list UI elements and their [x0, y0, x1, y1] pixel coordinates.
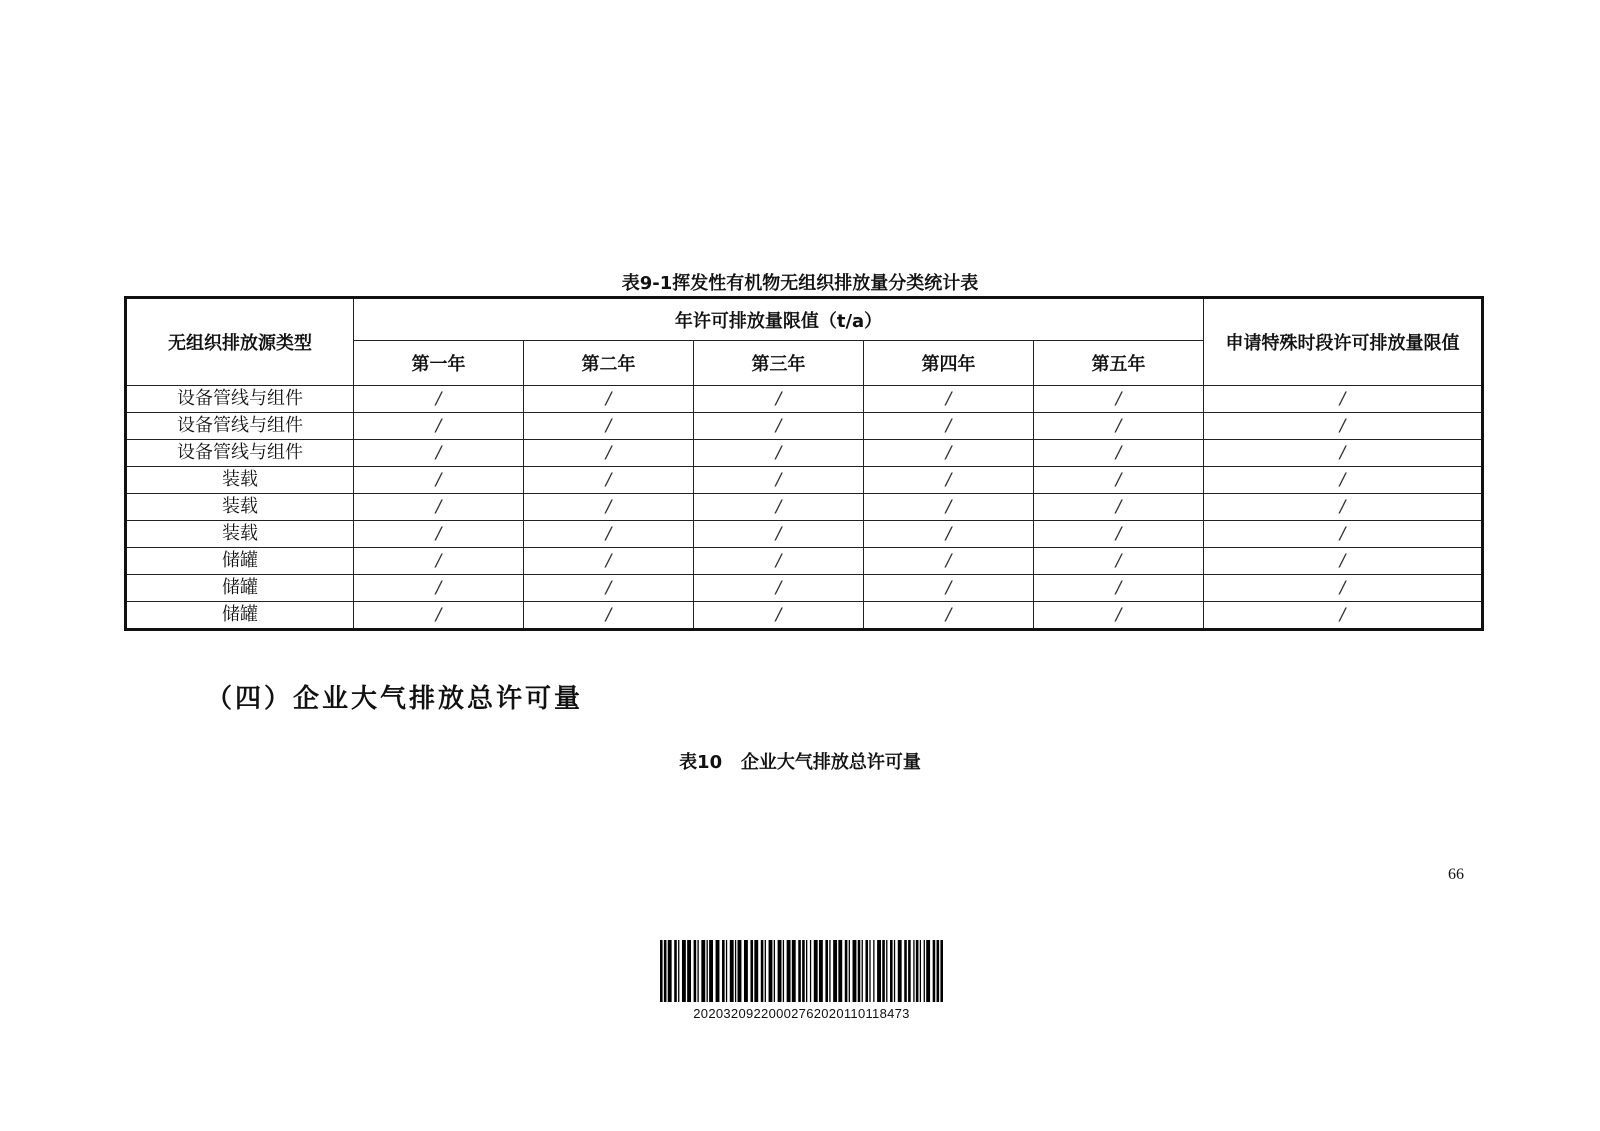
- special-period-cell: /: [1204, 494, 1483, 521]
- year-value-cell: /: [864, 494, 1034, 521]
- year-value-cell: /: [354, 602, 524, 630]
- year-value-cell: /: [524, 467, 694, 494]
- barcode-bar: [769, 940, 773, 1002]
- barcode-bar: [806, 940, 807, 1002]
- year-value-cell: /: [1034, 386, 1204, 413]
- year-value-cell: /: [864, 575, 1034, 602]
- barcode-bar: [869, 940, 870, 1002]
- page-number: 66: [1448, 866, 1464, 883]
- table-9-1-caption: 表9-1挥发性有机物无组织排放量分类统计表: [621, 273, 979, 294]
- year-value-cell: /: [694, 521, 864, 548]
- special-period-cell: /: [1204, 440, 1483, 467]
- barcode-bar: [798, 940, 801, 1002]
- year-value-cell: /: [864, 548, 1034, 575]
- year-value-cell: /: [694, 413, 864, 440]
- year-value-cell: /: [864, 602, 1034, 630]
- barcode-bar: [862, 940, 863, 1002]
- year-value-cell: /: [354, 440, 524, 467]
- barcode-bar: [722, 940, 725, 1002]
- barcode-bar: [838, 940, 842, 1002]
- barcode-bar: [726, 940, 727, 1002]
- barcode-bar: [849, 940, 850, 1002]
- section-heading: （四）企业大气排放总许可量: [206, 684, 584, 714]
- table-row: [126, 440, 1483, 467]
- barcode-bar: [787, 940, 791, 1002]
- table-row: [126, 467, 1483, 494]
- barcode-bar: [810, 940, 811, 1002]
- barcode-bar: [886, 940, 887, 1002]
- special-period-cell: /: [1204, 467, 1483, 494]
- barcode-bar: [819, 940, 823, 1002]
- source-type-cell: 设备管线与组件: [126, 440, 354, 467]
- table-10-caption: 表10 企业大气排放总许可量: [679, 752, 921, 773]
- header-annual-limit: 年许可排放量限值（t/a）: [354, 298, 1204, 341]
- source-type-cell: 装载: [126, 494, 354, 521]
- year-value-cell: /: [864, 440, 1034, 467]
- year-value-cell: /: [354, 413, 524, 440]
- table-row: [126, 413, 1483, 440]
- year-value-cell: /: [524, 602, 694, 630]
- barcode-bar: [682, 940, 686, 1002]
- year-value-cell: /: [354, 467, 524, 494]
- barcode-number: 20203209220002762020110118473: [693, 1006, 910, 1021]
- year-value-cell: /: [694, 467, 864, 494]
- source-type-cell: 设备管线与组件: [126, 413, 354, 440]
- barcode-bar: [697, 940, 698, 1002]
- special-period-cell: /: [1204, 413, 1483, 440]
- year-value-cell: /: [694, 575, 864, 602]
- special-period-cell: /: [1204, 602, 1483, 630]
- table-row: [126, 494, 1483, 521]
- barcode-bar: [845, 940, 848, 1002]
- barcode-bar: [778, 940, 782, 1002]
- year-value-cell: /: [524, 440, 694, 467]
- barcode-bar: [882, 940, 885, 1002]
- year-value-cell: /: [354, 521, 524, 548]
- barcode-bar: [940, 940, 943, 1002]
- source-type-cell: 装载: [126, 521, 354, 548]
- year-value-cell: /: [864, 521, 1034, 548]
- barcode-bar: [792, 940, 796, 1002]
- year-value-cell: /: [1034, 413, 1204, 440]
- barcode-bar: [730, 940, 734, 1002]
- barcode-bar: [660, 940, 663, 1002]
- source-type-cell: 储罐: [126, 575, 354, 602]
- year-value-cell: /: [524, 413, 694, 440]
- barcode-bar: [920, 940, 921, 1002]
- year-value-cell: /: [694, 602, 864, 630]
- barcode-bar: [825, 940, 828, 1002]
- table-row: [126, 386, 1483, 413]
- barcode-bar: [750, 940, 753, 1002]
- barcode-bar: [765, 940, 766, 1002]
- barcode-bar: [678, 940, 679, 1002]
- year-value-cell: /: [524, 548, 694, 575]
- year-value-cell: /: [1034, 440, 1204, 467]
- barcode-bar: [833, 940, 837, 1002]
- barcode-bar: [674, 940, 677, 1002]
- source-type-cell: 装载: [126, 467, 354, 494]
- year-value-cell: /: [1034, 494, 1204, 521]
- barcode-bar: [716, 940, 720, 1002]
- source-type-cell: 储罐: [126, 548, 354, 575]
- header-source-type: 无组织排放源类型: [126, 298, 354, 386]
- year-value-cell: /: [864, 386, 1034, 413]
- header-year-4: 第四年: [864, 341, 1034, 386]
- year-value-cell: /: [354, 575, 524, 602]
- year-value-cell: /: [1034, 521, 1204, 548]
- barcode-bar: [933, 940, 936, 1002]
- year-value-cell: /: [1034, 602, 1204, 630]
- table-row: [126, 602, 1483, 630]
- year-value-cell: /: [524, 521, 694, 548]
- header-year-2: 第二年: [524, 341, 694, 386]
- header-year-5: 第五年: [1034, 341, 1204, 386]
- table-body: [126, 386, 1483, 630]
- barcode-bar: [894, 940, 895, 1002]
- header-year-1: 第一年: [354, 341, 524, 386]
- barcode-bar: [694, 940, 697, 1002]
- header-special-period: 申请特殊时段许可排放量限值: [1204, 298, 1483, 386]
- barcode-bar: [802, 940, 805, 1002]
- vocs-fugitive-emission-table: [124, 296, 1484, 631]
- barcode-bar: [744, 940, 748, 1002]
- year-value-cell: /: [524, 386, 694, 413]
- barcode-bar: [916, 940, 919, 1002]
- year-value-cell: /: [524, 494, 694, 521]
- special-period-cell: /: [1204, 575, 1483, 602]
- barcode-bar: [814, 940, 818, 1002]
- year-value-cell: /: [524, 575, 694, 602]
- source-type-cell: 设备管线与组件: [126, 386, 354, 413]
- barcode-bar: [913, 940, 914, 1002]
- year-value-cell: /: [864, 467, 1034, 494]
- barcode-bar: [926, 940, 930, 1002]
- barcode-bar: [908, 940, 911, 1002]
- barcode-bar: [924, 940, 925, 1002]
- special-period-cell: /: [1204, 548, 1483, 575]
- special-period-cell: /: [1204, 386, 1483, 413]
- source-type-cell: 储罐: [126, 602, 354, 630]
- year-value-cell: /: [354, 386, 524, 413]
- barcode-bar: [873, 940, 874, 1002]
- barcode-bar: [783, 940, 784, 1002]
- barcode-bar: [738, 940, 742, 1002]
- year-value-cell: /: [694, 548, 864, 575]
- barcode-bar: [664, 940, 667, 1002]
- year-value-cell: /: [1034, 467, 1204, 494]
- year-value-cell: /: [864, 413, 1034, 440]
- barcode-bar: [701, 940, 705, 1002]
- table-row: [126, 575, 1483, 602]
- barcode-bar: [754, 940, 758, 1002]
- year-value-cell: /: [1034, 575, 1204, 602]
- year-value-cell: /: [1034, 548, 1204, 575]
- year-value-cell: /: [694, 386, 864, 413]
- barcode-bar: [904, 940, 907, 1002]
- table-row: [126, 521, 1483, 548]
- year-value-cell: /: [694, 440, 864, 467]
- year-value-cell: /: [694, 494, 864, 521]
- year-value-cell: /: [354, 548, 524, 575]
- barcode-bar: [687, 940, 691, 1002]
- barcode-bar: [761, 940, 764, 1002]
- barcode-bar: [707, 940, 708, 1002]
- barcode-bar: [877, 940, 881, 1002]
- barcode-bar: [898, 940, 902, 1002]
- year-value-cell: /: [354, 494, 524, 521]
- barcode-bar: [853, 940, 857, 1002]
- table-row: [126, 548, 1483, 575]
- barcode-bar: [774, 940, 775, 1002]
- header-year-3: 第三年: [694, 341, 864, 386]
- barcode-bar: [709, 940, 713, 1002]
- barcode-icon: [658, 940, 945, 1002]
- barcode-bar: [829, 940, 830, 1002]
- special-period-cell: /: [1204, 521, 1483, 548]
- barcode-bar: [890, 940, 893, 1002]
- barcode-bar: [937, 940, 940, 1002]
- barcode-bar: [865, 940, 868, 1002]
- barcode-bar: [858, 940, 861, 1002]
- barcode-bar: [668, 940, 672, 1002]
- barcode-bar: [735, 940, 736, 1002]
